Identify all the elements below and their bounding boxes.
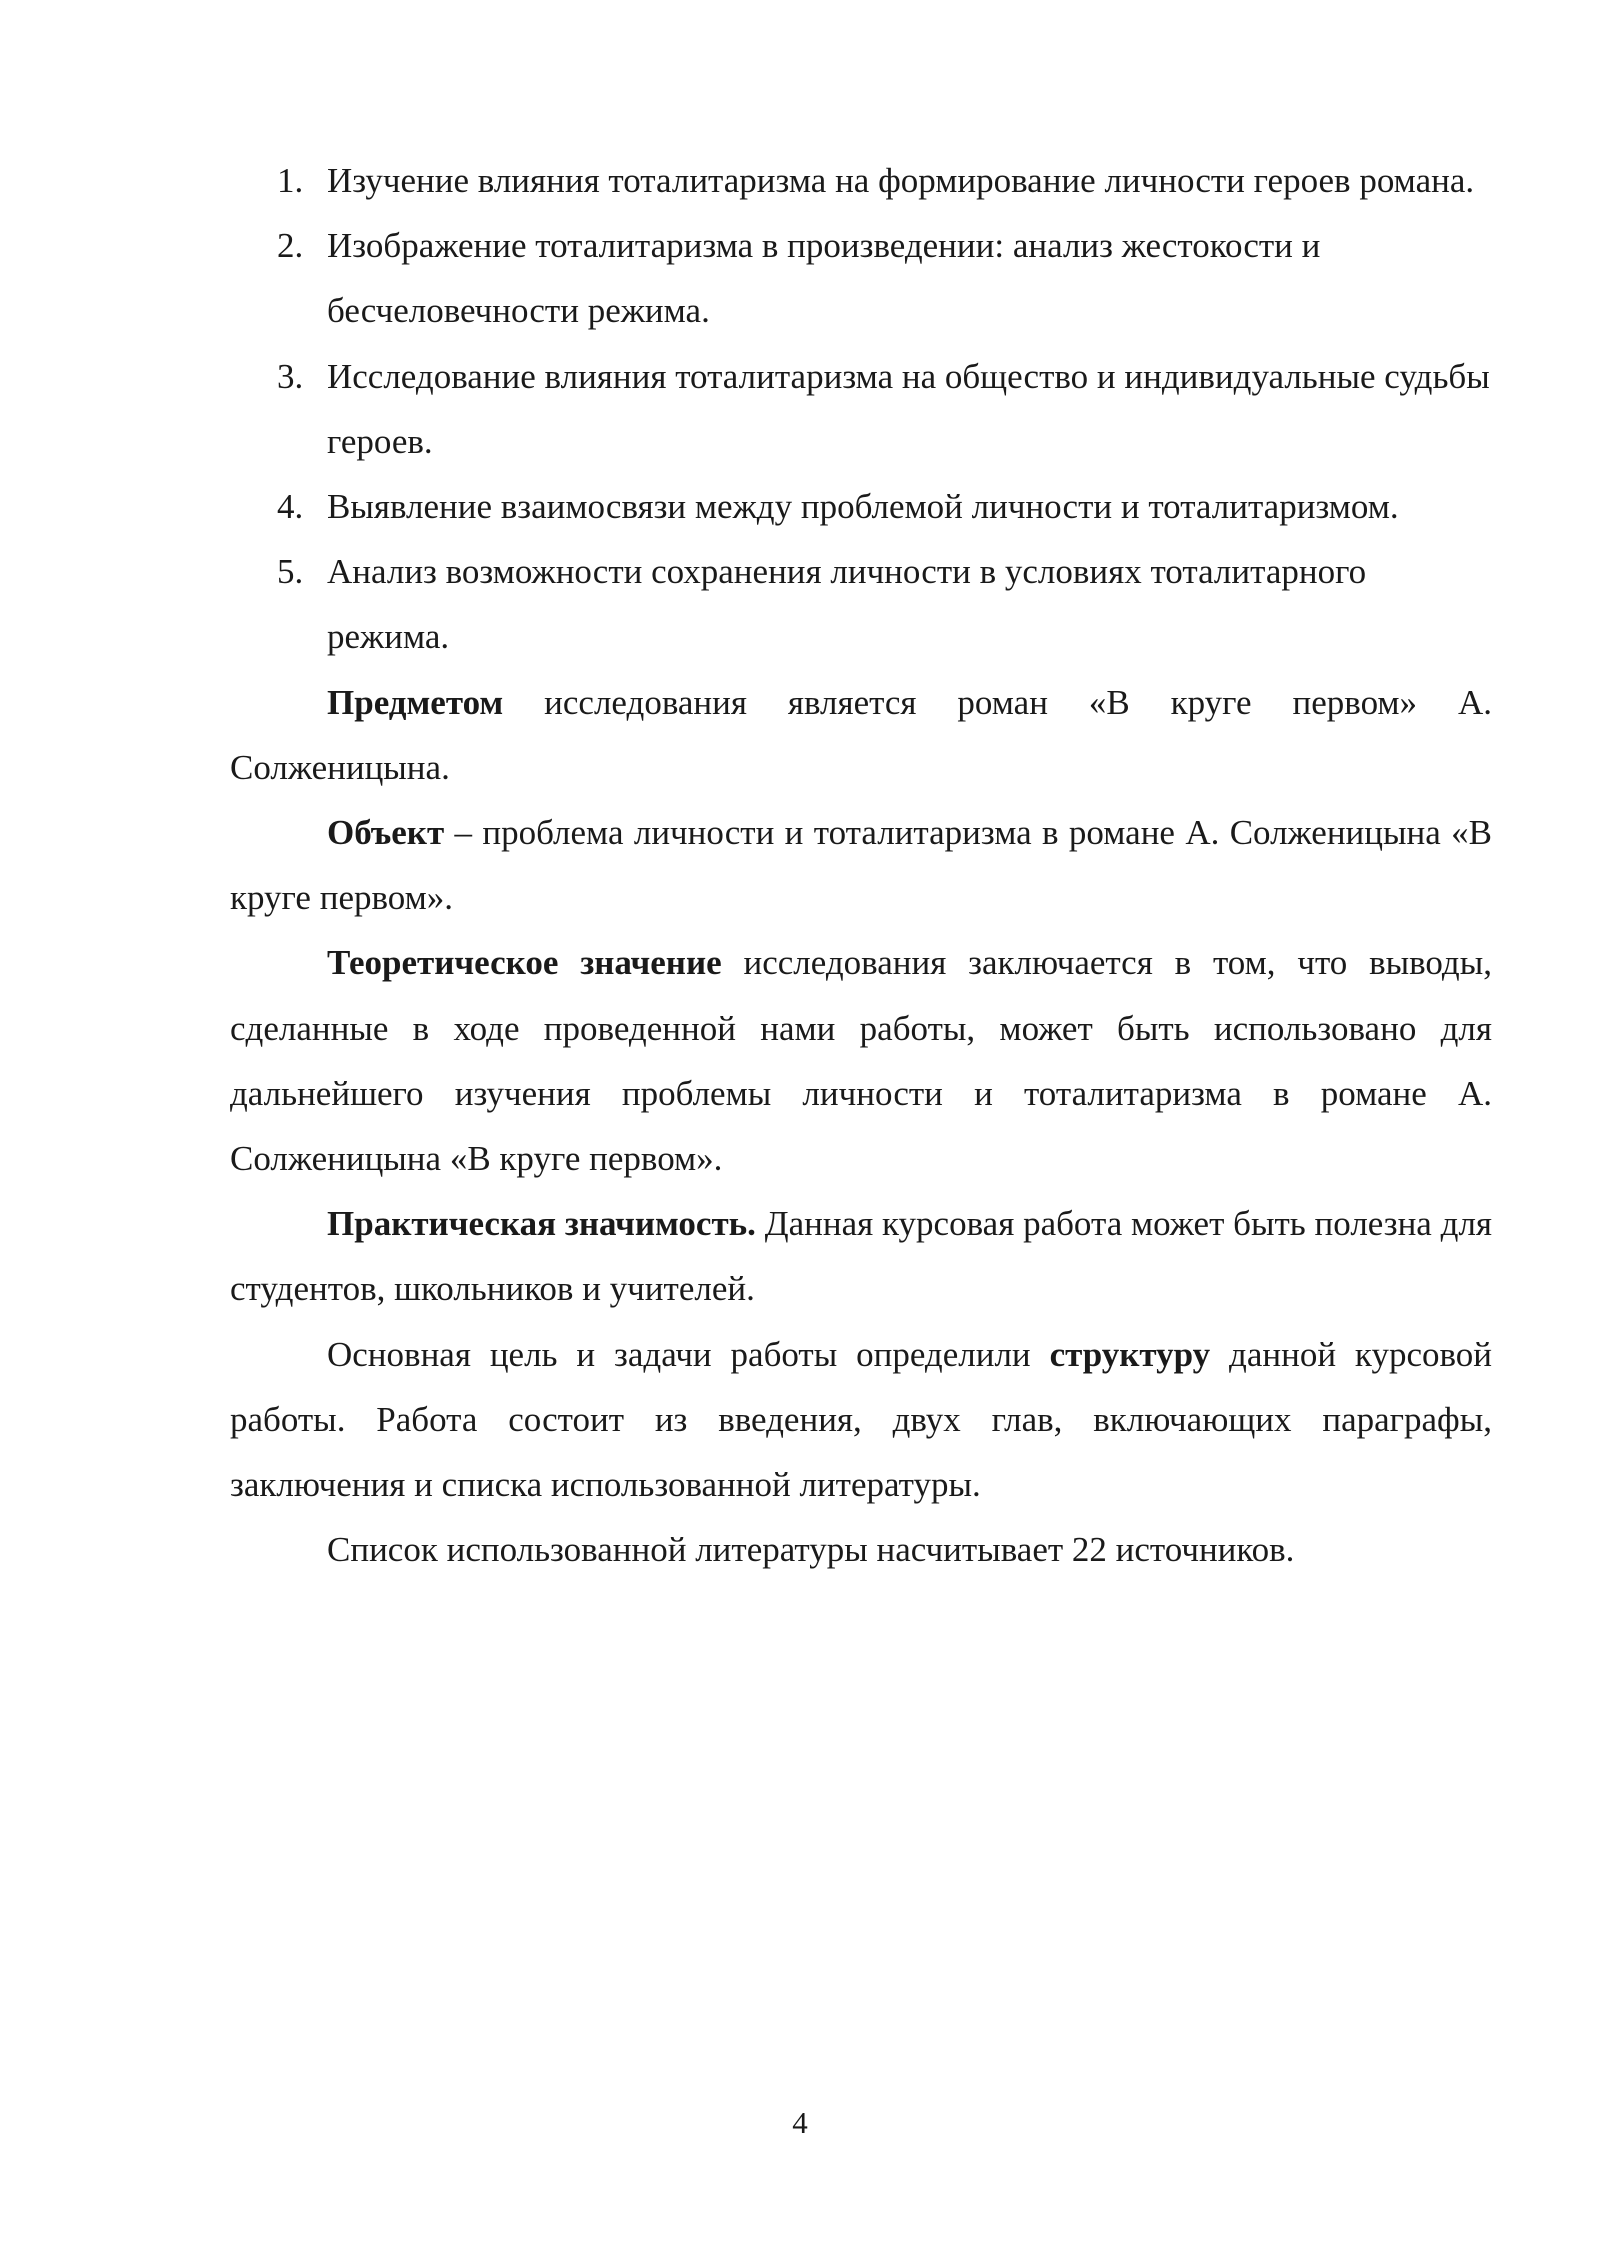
list-item-text: Выявление взаимосвязи между проблемой личности и тоталитаризмом. — [327, 487, 1399, 527]
list-item-number: 5. — [277, 552, 304, 592]
practical-paragraph — [230, 1191, 1492, 1321]
page-content — [230, 148, 1492, 1582]
structure-text-after: данной курсовой работы. Работа состоит из введения, двух глав, включающих параграфы, заключения и списка использованной литературы. — [230, 1334, 1492, 1505]
structure-term: структуру — [1049, 1334, 1211, 1374]
list-item — [230, 148, 1492, 213]
structure-text-before: Основная цель и задачи работы определили — [327, 1334, 1050, 1374]
object-term: Объект — [327, 813, 445, 853]
subject-text: исследования является роман «В круге первом» А. Солженицына. — [230, 682, 1492, 787]
task-list — [230, 148, 1492, 670]
list-item-text: Изучение влияния тоталитаризма на формирование личности героев романа. — [327, 161, 1475, 200]
practical-text: Данная курсовая работа может быть полезна для студентов, школьников и учителей. — [230, 1204, 1493, 1309]
theoretical-term: Теоретическое значение — [327, 943, 722, 983]
subject-term: Предметом — [327, 682, 504, 722]
practical-term: Практическая значимость. — [327, 1204, 756, 1244]
list-item-number: 3. — [277, 356, 304, 396]
list-item-text: Исследование влияния тоталитаризма на общество и индивидуальные судьбы героев. — [327, 356, 1490, 461]
theoretical-text: исследования заключается в том, что выводы, сделанные в ходе проведенной нами работы, может быть использовано для дальнейшего изучения проблемы личности и тоталитаризма в романе А. Солженицына «В круге первом». — [230, 943, 1492, 1179]
page-number: 4 — [792, 2105, 808, 2140]
list-item-text: Изображение тоталитаризма в произведении: анализ жестокости и бесчеловечности режима. — [327, 226, 1321, 331]
object-paragraph — [230, 800, 1492, 930]
sources-paragraph — [230, 1517, 1492, 1582]
list-item-number: 2. — [277, 226, 304, 266]
list-item-text: Анализ возможности сохранения личности в условиях тоталитарного режима. — [327, 552, 1367, 657]
list-item-number: 4. — [277, 487, 304, 527]
subject-paragraph — [230, 670, 1492, 800]
structure-paragraph — [230, 1322, 1492, 1518]
list-item — [230, 344, 1492, 474]
list-item — [230, 539, 1492, 669]
list-item — [230, 213, 1492, 343]
sources-text: Список использованной литературы насчитывает 22 источников. — [327, 1530, 1295, 1570]
list-item-number: 1. — [277, 161, 304, 200]
theoretical-paragraph — [230, 930, 1492, 1191]
object-text: – проблема личности и тоталитаризма в романе А. Солженицына «В круге первом». — [230, 813, 1492, 918]
list-item — [230, 474, 1492, 539]
